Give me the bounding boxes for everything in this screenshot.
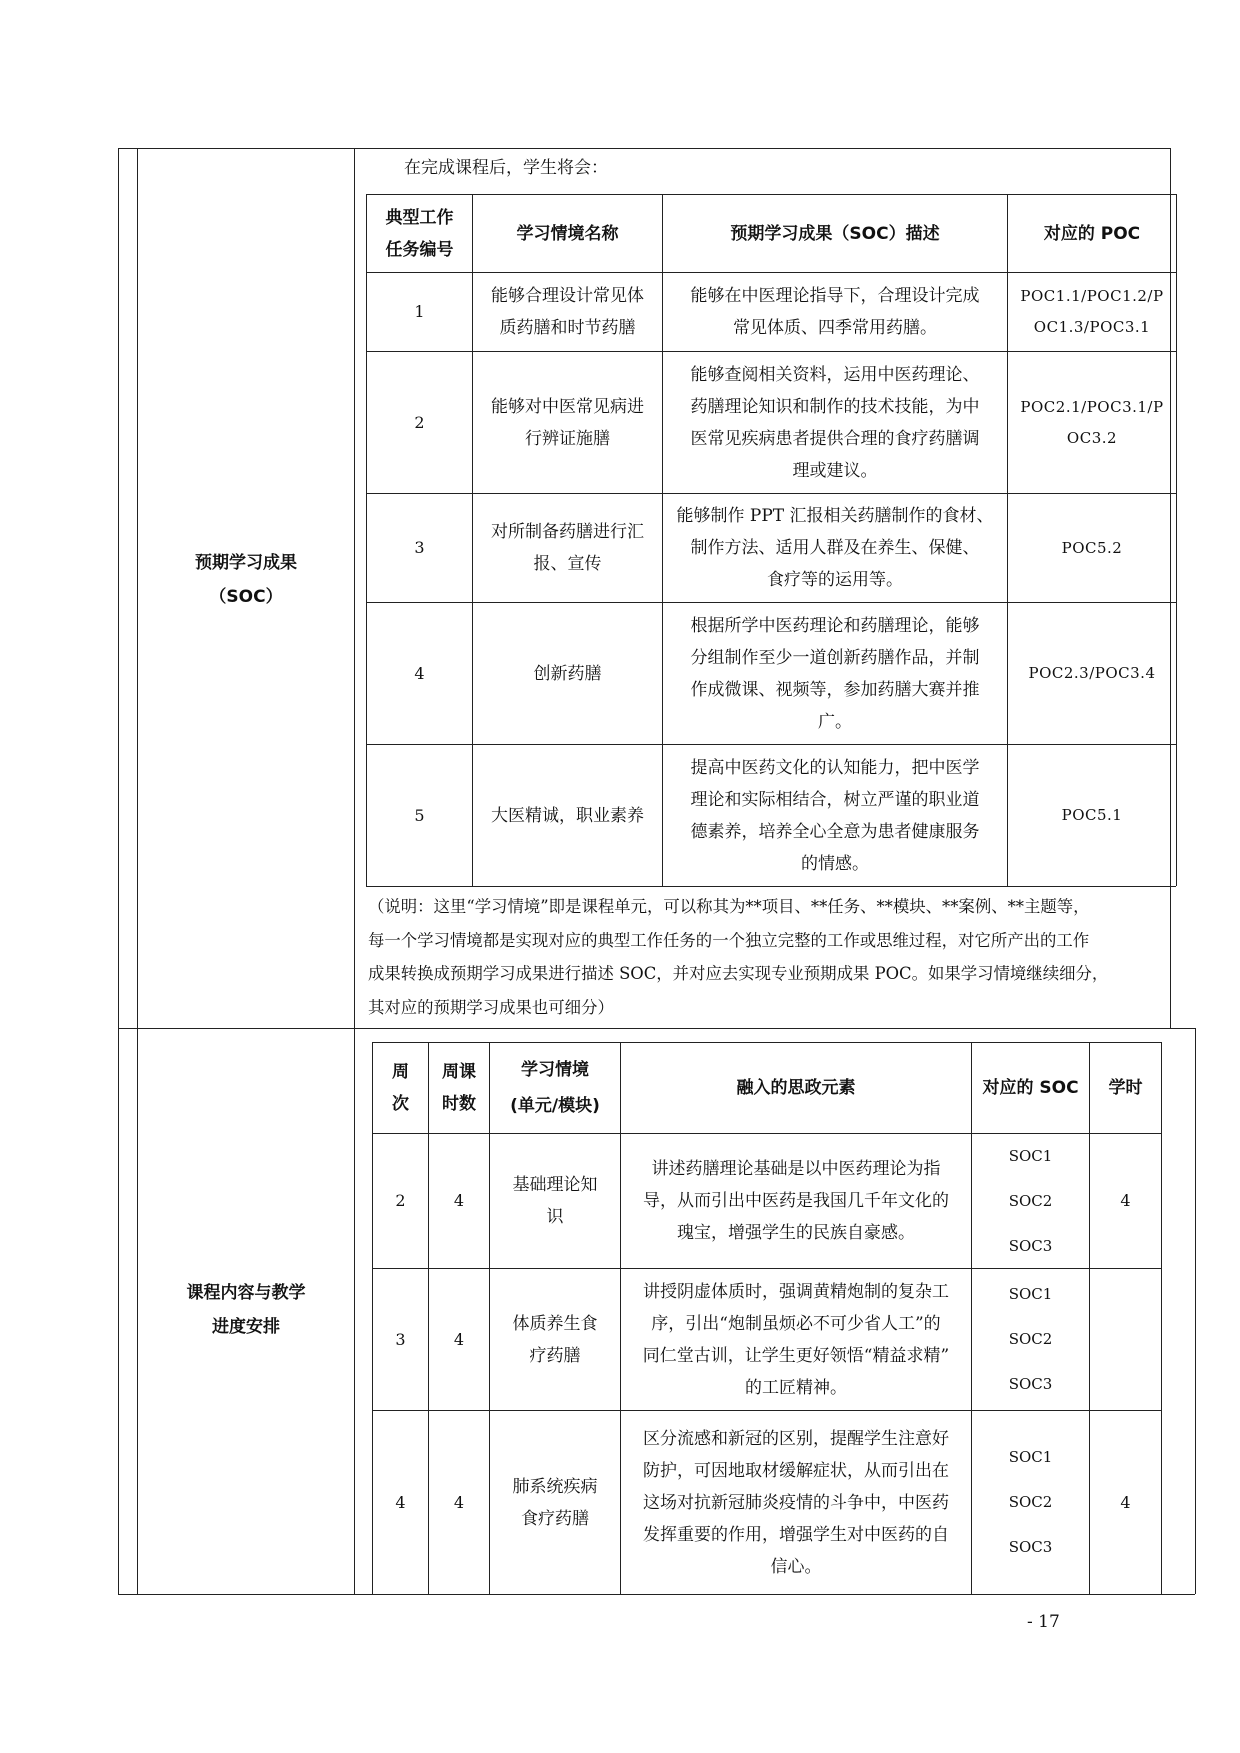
soc-row-1-desc-l1: 能够在中医理论指导下，合理设计完成 (690, 286, 980, 306)
schedule-row-2-ideology-l3: 同仁堂古训，让学生更好领悟“精益求精” (642, 1345, 950, 1366)
schedule-row-3-week: 4 (395, 1492, 406, 1512)
schedule-row-3-ideology-l5: 信心。 (770, 1556, 822, 1577)
soc-intro: 在完成课程后，学生将会： (404, 158, 608, 178)
soc-row-2-poc (1008, 352, 1176, 493)
soc-row-4-desc-l4: 广。 (818, 711, 852, 732)
schedule-header-hours-pw-l2: 时数 (442, 1094, 476, 1114)
schedule-row-1-scenario-l2: 识 (546, 1207, 564, 1227)
schedule-row-3-hours: 4 (1120, 1492, 1131, 1512)
soc-header-task-no-line1: 典型工作 (385, 207, 454, 228)
schedule-header-week-l2: 次 (392, 1094, 409, 1114)
schedule-row-3-soc-3: SOC3 (1008, 1538, 1053, 1556)
schedule-row-1-soc (972, 1134, 1089, 1268)
soc-row-3-name-l1: 对所制备药膳进行汇 (491, 522, 644, 542)
soc-row-1-no: 1 (414, 302, 425, 321)
schedule-row-2-soc-3: SOC3 (1008, 1375, 1053, 1393)
schedule-header-scenario-l2: (单元/模块) (510, 1096, 600, 1116)
soc-row-2-desc-l4: 理或建议。 (792, 460, 878, 481)
soc-row-3-desc (663, 494, 1007, 602)
schedule-row-2-soc-2: SOC2 (1008, 1330, 1053, 1348)
soc-row-1-poc-l2: OC1.3/POC3.1 (1033, 318, 1151, 336)
schedule-row-1-scenario (490, 1134, 620, 1268)
schedule-row-2-soc (972, 1269, 1089, 1410)
soc-header-desc: 预期学习成果（SOC）描述 (730, 223, 940, 244)
schedule-header-week-l1: 周 (392, 1062, 409, 1082)
soc-row-3-poc (1008, 494, 1176, 602)
soc-row-2-desc-l3: 医常见疾病患者提供合理的食疗药膳调 (690, 428, 980, 449)
schedule-header-week (373, 1043, 428, 1133)
schedule-row-3-ideology-l4: 发挥重要的作用，增强学生对中医药的自 (643, 1524, 949, 1545)
soc-row-4-no: 4 (414, 663, 425, 683)
schedule-label-line1: 课程内容与教学 (186, 1283, 306, 1303)
schedule-row-3-soc-1: SOC1 (1008, 1448, 1053, 1466)
schedule-header-ideology: 融入的思政元素 (736, 1078, 856, 1098)
soc-row-2-name-l2: 行辨证施膳 (525, 428, 610, 449)
schedule-row-1-hours: 4 (1120, 1191, 1131, 1210)
schedule-row-2-hours-pw: 4 (453, 1329, 465, 1349)
soc-row-1-name-l1: 能够合理设计常见体 (491, 286, 644, 306)
soc-row-1-name (473, 273, 662, 351)
soc-row-4-desc (663, 603, 1007, 744)
schedule-header-hours-pw (429, 1043, 489, 1133)
schedule-row-2-soc-1: SOC1 (1008, 1285, 1053, 1303)
schedule-row-3-ideology-l2: 防护，可因地取材缓解症状，从而引出在 (643, 1460, 949, 1481)
soc-row-5-poc-l1: POC5.1 (1061, 806, 1123, 824)
soc-row-5-desc-l1: 提高中医药文化的认知能力，把中医学 (690, 757, 980, 778)
soc-label-line1: 预期学习成果 (195, 553, 297, 573)
soc-row-5-name (473, 745, 662, 886)
schedule-section-label (140, 1270, 352, 1350)
schedule-header-hours-pw-l1: 周课 (442, 1062, 476, 1082)
soc-note-line4: 其对应的预期学习成果也可细分） (368, 997, 614, 1017)
soc-row-1-name-l2: 质药膳和时节药膳 (499, 318, 636, 338)
soc-header-scenario: 学习情境名称 (516, 223, 619, 244)
soc-row-4-poc-l1: POC2.3/POC3.4 (1028, 664, 1156, 682)
schedule-row-1-ideology-l3: 瑰宝，增强学生的民族自豪感。 (677, 1223, 915, 1243)
soc-row-2-poc-l1: POC2.1/POC3.1/P (1020, 397, 1164, 416)
schedule-row-1-scenario-l1: 基础理论知 (512, 1175, 598, 1195)
schedule-row-2-ideology-l4: 的工匠精神。 (745, 1377, 847, 1398)
schedule-row-3-soc-2: SOC2 (1008, 1493, 1053, 1511)
soc-row-5-desc-l3: 德素养，培养全心全意为患者健康服务 (690, 821, 980, 842)
soc-row-5-poc (1008, 745, 1176, 886)
page-number: - 17 (1027, 1612, 1060, 1632)
schedule-row-3-soc (972, 1411, 1089, 1594)
schedule-row-2-ideology-l2: 序，引出“炮制虽烦必不可少省人工”的 (651, 1313, 941, 1334)
soc-note-line2: 每一个学习情境都是实现对应的典型工作任务的一个独立完整的工作或思维过程，对它所产出的工作 (368, 930, 1090, 950)
soc-row-1-poc-l1: POC1.1/POC1.2/P (1020, 287, 1164, 305)
schedule-row-1-ideology-l2: 导，从而引出中医药是我国几千年文化的 (643, 1191, 949, 1211)
soc-row-2-desc-l2: 药膳理论知识和制作的技术技能，为中 (690, 396, 980, 417)
soc-header-task-no (367, 195, 472, 272)
soc-row-2-name (473, 352, 662, 493)
soc-note-line3: 成果转换成预期学习成果进行描述 SOC，并对应去实现专业预期成果 POC。如果学习情境继续细分， (368, 964, 1109, 983)
soc-row-3-desc-l2: 制作方法、适用人群及在养生、保健、 (690, 538, 980, 558)
schedule-header-scenario (490, 1043, 620, 1133)
schedule-row-1-soc-3: SOC3 (1008, 1236, 1053, 1255)
soc-row-5-no: 5 (414, 805, 425, 825)
soc-header-poc: 对应的 POC (1043, 223, 1141, 244)
soc-row-2-no: 2 (414, 412, 425, 432)
soc-row-4-desc-l3: 作成微课、视频等，参加药膳大赛并推 (690, 679, 980, 700)
schedule-row-2-ideology-l1: 讲授阴虚体质时，强调黄精炮制的复杂工 (643, 1281, 949, 1302)
soc-row-3-desc-l3: 食疗等的运用等。 (767, 570, 903, 590)
schedule-row-3-ideology-l3: 这场对抗新冠肺炎疫情的斗争中，中医药 (643, 1492, 949, 1513)
schedule-row-3-hours-pw: 4 (453, 1492, 465, 1512)
soc-note-line1: （说明：这里“学习情境”即是课程单元，可以称其为**项目、**任务、**模块、**案例、**主题等， (368, 897, 1090, 916)
soc-header-task-no-line2: 任务编号 (385, 239, 454, 260)
schedule-row-2-scenario (490, 1269, 620, 1410)
soc-section-label (140, 540, 352, 620)
soc-row-3-desc-l1: 能够制作 PPT 汇报相关药膳制作的食材、 (676, 506, 994, 526)
soc-note (368, 890, 1178, 1024)
schedule-row-3-scenario (490, 1411, 620, 1594)
schedule-header-hours: 学时 (1108, 1078, 1143, 1098)
schedule-label-line2: 进度安排 (212, 1317, 280, 1337)
soc-row-3-no: 3 (414, 538, 425, 557)
soc-row-2-name-l1: 能够对中医常见病进 (491, 396, 644, 417)
soc-row-1-desc-l2: 常见体质、四季常用药膳。 (733, 318, 937, 338)
soc-row-1-desc (663, 273, 1007, 351)
soc-row-1-poc (1008, 273, 1176, 351)
soc-row-3-name (473, 494, 662, 602)
schedule-row-2-scenario-l1: 体质养生食 (512, 1313, 598, 1334)
soc-row-4-name (473, 603, 662, 744)
schedule-row-1-ideology-l1: 讲述药膳理论基础是以中医药理论为指 (651, 1159, 941, 1179)
schedule-header-scenario-l1: 学习情境 (521, 1060, 589, 1080)
schedule-row-1-soc-1: SOC1 (1008, 1146, 1053, 1165)
soc-row-4-name-l1: 创新药膳 (533, 663, 602, 684)
schedule-row-1-hours-pw: 4 (453, 1191, 465, 1210)
schedule-row-3-ideology (621, 1411, 971, 1594)
soc-row-5-desc (663, 745, 1007, 886)
soc-row-2-desc (663, 352, 1007, 493)
soc-row-4-desc-l2: 分组制作至少一道创新药膳作品，并制 (690, 647, 980, 668)
soc-row-2-desc-l1: 能够查阅相关资料，运用中医药理论、 (690, 364, 980, 385)
schedule-row-1-ideology (621, 1134, 971, 1268)
schedule-row-2-hours (1090, 1269, 1161, 1410)
schedule-row-3-scenario-l2: 食疗药膳 (521, 1508, 589, 1529)
schedule-row-2-scenario-l2: 疗药膳 (529, 1345, 581, 1366)
soc-row-4-poc (1008, 603, 1176, 744)
soc-row-5-name-l1: 大医精诚，职业素养 (491, 805, 644, 826)
soc-row-5-desc-l2: 理论和实际相结合，树立严谨的职业道 (690, 789, 980, 810)
schedule-row-1-week: 2 (395, 1191, 406, 1210)
schedule-row-2-ideology (621, 1269, 971, 1410)
soc-row-2-poc-l2: OC3.2 (1066, 428, 1118, 447)
soc-label-line2: （SOC） (209, 587, 283, 607)
soc-row-3-poc-l1: POC5.2 (1061, 538, 1123, 557)
soc-row-3-name-l2: 报、宣传 (533, 554, 602, 574)
soc-row-5-desc-l4: 的情感。 (801, 853, 869, 874)
schedule-row-1-soc-2: SOC2 (1008, 1191, 1053, 1210)
schedule-row-3-scenario-l1: 肺系统疾病 (512, 1476, 598, 1497)
schedule-row-3-ideology-l1: 区分流感和新冠的区别，提醒学生注意好 (643, 1428, 949, 1449)
schedule-header-soc: 对应的 SOC (982, 1078, 1079, 1098)
soc-row-4-desc-l1: 根据所学中医药理论和药膳理论，能够 (690, 615, 980, 636)
schedule-row-2-week: 3 (395, 1329, 406, 1349)
